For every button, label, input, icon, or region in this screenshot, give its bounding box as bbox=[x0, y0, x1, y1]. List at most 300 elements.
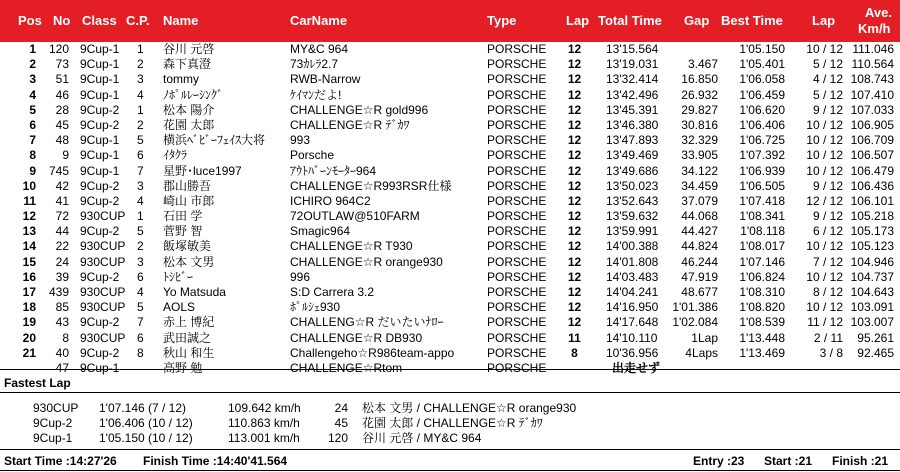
cell-cp: 8 bbox=[137, 345, 144, 360]
cell-total: 14'01.808 bbox=[606, 254, 659, 269]
cell-lap: 12 bbox=[567, 193, 582, 208]
cell-type: PORSCHE bbox=[487, 102, 547, 117]
cell-pos: 8 bbox=[29, 148, 36, 163]
cell-no: 9 bbox=[62, 148, 69, 163]
cell-total: 14'00.388 bbox=[606, 239, 659, 254]
col-name: Name bbox=[163, 13, 199, 28]
cell-name: 森下真澄 bbox=[163, 57, 212, 72]
cell-ave: 106.507 bbox=[850, 148, 894, 163]
cell-cp: 3 bbox=[137, 254, 144, 269]
cell-cp: 3 bbox=[137, 178, 144, 193]
cell-type: PORSCHE bbox=[487, 57, 547, 72]
cell-lap: 12 bbox=[567, 163, 582, 178]
cell-lap: 12 bbox=[567, 239, 582, 254]
cell-blap: 10 / 12 bbox=[806, 117, 843, 132]
col-ave: Ave. bbox=[865, 5, 892, 20]
cell-name: 高野 勉 bbox=[163, 360, 203, 375]
col-class: Class bbox=[82, 13, 117, 28]
cell-cls: 9Cup-1 bbox=[80, 87, 120, 102]
cell-ave: 105.173 bbox=[850, 224, 894, 239]
fastest-cell-speed: 110.863 km/h bbox=[228, 416, 300, 430]
cell-no: 51 bbox=[55, 72, 69, 87]
cell-cls: 930CUP bbox=[80, 209, 126, 224]
cell-blap: 10 / 12 bbox=[806, 133, 843, 148]
col-total-time: Total Time bbox=[598, 13, 662, 28]
cell-car: CHALLENGE☆R ﾃﾞｶﾜ bbox=[290, 117, 410, 132]
cell-cp: 6 bbox=[137, 269, 144, 284]
fastest-cell-cls: 9Cup-1 bbox=[33, 431, 73, 445]
fastest-cell-driver: 松本 文男 / CHALLENGE☆R orange930 bbox=[362, 401, 577, 415]
cell-cls: 9Cup-2 bbox=[80, 193, 120, 208]
cell-type: PORSCHE bbox=[487, 133, 547, 148]
col-pos: Pos bbox=[18, 13, 42, 28]
cell-type: PORSCHE bbox=[487, 163, 547, 178]
cell-gap: 44.427 bbox=[681, 224, 718, 239]
fastest-cell-no: 45 bbox=[334, 416, 348, 430]
cell-gap: 37.079 bbox=[681, 193, 718, 208]
cell-car: Smagic964 bbox=[290, 224, 351, 239]
col-type: Type bbox=[487, 13, 517, 28]
cell-cls: 9Cup-1 bbox=[80, 163, 120, 178]
cell-pos: 17 bbox=[22, 285, 36, 299]
table-row bbox=[0, 148, 900, 163]
cell-no: 28 bbox=[55, 102, 69, 117]
cell-total: 13'52.643 bbox=[606, 193, 659, 208]
cell-best: 1'06.939 bbox=[739, 163, 785, 178]
cell-cp: 5 bbox=[137, 224, 144, 239]
col-kmh: Km/h bbox=[858, 21, 891, 36]
cell-lap: 12 bbox=[567, 315, 582, 330]
cell-no: 439 bbox=[48, 285, 69, 299]
table-row bbox=[0, 42, 900, 57]
cell-best: 1'08.341 bbox=[739, 209, 785, 224]
cell-total: 14'03.483 bbox=[606, 269, 659, 284]
start-time: Start Time :14:27'26 bbox=[4, 454, 117, 468]
cell-lap: 11 bbox=[568, 330, 581, 345]
cell-cls: 9Cup-1 bbox=[80, 42, 120, 56]
cell-no: 42 bbox=[55, 178, 69, 193]
table-row bbox=[0, 194, 900, 209]
cell-no: 120 bbox=[48, 42, 69, 56]
table-row bbox=[0, 103, 900, 118]
cell-name: 菅野 智 bbox=[163, 224, 203, 239]
divider bbox=[0, 369, 900, 370]
cell-pos: 14 bbox=[22, 239, 36, 254]
cell-ave: 104.643 bbox=[850, 285, 894, 299]
cell-no: 24 bbox=[55, 254, 69, 269]
cell-gap: 26.932 bbox=[681, 87, 718, 102]
cell-name: ﾉﾎﾟﾙﾚｰｼﾝｸﾞ bbox=[163, 87, 224, 102]
cell-ave: 106.905 bbox=[850, 117, 894, 132]
cell-car: ｹｲﾏﾝだよ! bbox=[290, 87, 342, 102]
cell-type: PORSCHE bbox=[487, 72, 547, 87]
col-best-time: Best Time bbox=[721, 13, 783, 28]
cell-gap: 44.824 bbox=[681, 239, 718, 254]
cell-cls: 9Cup-2 bbox=[80, 315, 120, 330]
cell-cls: 9Cup-1 bbox=[80, 148, 120, 163]
cell-lap: 12 bbox=[567, 254, 582, 269]
col-gap: Gap bbox=[684, 13, 710, 28]
cell-type: PORSCHE bbox=[487, 269, 547, 284]
cell-best: 1'08.820 bbox=[739, 300, 785, 315]
cell-best: 1'07.392 bbox=[739, 148, 785, 163]
cell-name: 飯塚敏美 bbox=[163, 239, 212, 254]
table-row bbox=[0, 133, 900, 148]
cell-cp: 5 bbox=[137, 133, 144, 148]
cell-cls: 930CUP bbox=[80, 285, 126, 299]
cell-car: MY&C 964 bbox=[290, 42, 349, 56]
table-row bbox=[0, 239, 900, 254]
cell-best: 1'07.146 bbox=[739, 254, 785, 269]
cell-total: 13'59.632 bbox=[606, 209, 659, 224]
cell-blap: 9 / 12 bbox=[812, 209, 843, 224]
table-row bbox=[0, 164, 900, 179]
cell-type: PORSCHE bbox=[487, 360, 547, 375]
cell-blap: 5 / 12 bbox=[812, 57, 843, 72]
cell-pos: 9 bbox=[29, 163, 36, 178]
cell-car: CHALLENGE☆R T930 bbox=[290, 239, 413, 254]
cell-cls: 9Cup-1 bbox=[80, 133, 120, 148]
cell-car: 996 bbox=[290, 269, 311, 284]
cell-ave: 106.709 bbox=[850, 133, 894, 148]
cell-total: 13'15.564 bbox=[606, 42, 659, 56]
cell-car: CHALLENGE☆R993RSR仕様 bbox=[290, 178, 452, 193]
cell-blap: 10 / 12 bbox=[806, 300, 843, 315]
cell-no: 72 bbox=[55, 209, 69, 224]
cell-type: PORSCHE bbox=[487, 300, 547, 315]
cell-gap: 34.459 bbox=[681, 178, 718, 193]
cell-lap: 12 bbox=[567, 285, 582, 299]
cell-total: 14'10.110 bbox=[606, 330, 658, 345]
cell-best: 1'05.401 bbox=[739, 57, 785, 72]
entry-count: Entry :23 bbox=[693, 454, 745, 468]
cell-blap: 9 / 12 bbox=[812, 178, 843, 193]
cell-best: 1'06.505 bbox=[739, 178, 785, 193]
cell-cp: 7 bbox=[137, 315, 144, 330]
cell-type: PORSCHE bbox=[487, 224, 547, 239]
cell-gap: 46.244 bbox=[681, 254, 718, 269]
table-row bbox=[0, 57, 900, 72]
table-row bbox=[0, 118, 900, 133]
cell-cls: 930CUP bbox=[80, 330, 126, 345]
cell-cls: 9Cup-2 bbox=[80, 345, 120, 360]
cell-blap: 10 / 12 bbox=[806, 42, 843, 56]
col-carname: CarName bbox=[290, 13, 348, 28]
cell-name: 崎山 市郎 bbox=[163, 193, 215, 208]
cell-type: PORSCHE bbox=[487, 330, 547, 345]
cell-total: 13'59.991 bbox=[606, 224, 659, 239]
divider bbox=[0, 449, 900, 450]
cell-lap: 12 bbox=[567, 148, 582, 163]
cell-pos: 18 bbox=[22, 300, 36, 315]
cell-pos: 7 bbox=[29, 133, 36, 148]
fastest-cell-time: 1'06.406 (10 / 12) bbox=[99, 416, 193, 430]
cell-no: 47 bbox=[55, 360, 69, 375]
table-row bbox=[0, 224, 900, 239]
cell-pos: 4 bbox=[29, 87, 36, 102]
cell-no: 41 bbox=[55, 193, 69, 208]
col-lap: Lap bbox=[566, 13, 590, 28]
cell-car: CHALLENGE☆R DB930 bbox=[290, 330, 423, 345]
cell-blap: 9 / 12 bbox=[812, 102, 843, 117]
cell-blap: 10 / 12 bbox=[806, 239, 843, 254]
cell-best: 1'05.150 bbox=[739, 42, 785, 56]
cell-name: 郡山勝吾 bbox=[163, 178, 212, 193]
cell-blap: 12 / 12 bbox=[806, 193, 843, 208]
cell-cp: 1 bbox=[137, 42, 144, 56]
cell-name: 谷川 元啓 bbox=[163, 42, 215, 56]
fastest-cell-driver: 花園 太郎 / CHALLENGE☆R ﾃﾞｶﾜ bbox=[362, 416, 543, 430]
fastest-lap-row bbox=[0, 401, 900, 416]
cell-no: 46 bbox=[55, 87, 69, 102]
cell-cls: 9Cup-1 bbox=[80, 57, 120, 72]
cell-cp: 4 bbox=[137, 193, 144, 208]
cell-cp: 2 bbox=[137, 239, 144, 254]
cell-gap: 47.919 bbox=[681, 269, 718, 284]
cell-pos: 20 bbox=[22, 330, 36, 345]
cell-ave: 95.261 bbox=[857, 330, 894, 345]
cell-name: ｲﾀｸﾗ bbox=[163, 148, 188, 163]
fastest-lap-row bbox=[0, 416, 900, 431]
cell-total: 13'49.686 bbox=[606, 163, 659, 178]
cell-best: 1'08.310 bbox=[739, 285, 785, 299]
cell-lap: 12 bbox=[567, 42, 582, 56]
cell-gap: 34.122 bbox=[681, 163, 718, 178]
table-row bbox=[0, 270, 900, 285]
cell-ave: 110.564 bbox=[851, 57, 894, 72]
cell-best: 1'08.118 bbox=[740, 224, 785, 239]
cell-pos: 6 bbox=[29, 117, 36, 132]
cell-no: 22 bbox=[55, 239, 69, 254]
fastest-lap-title: Fastest Lap bbox=[4, 376, 71, 390]
cell-lap: 12 bbox=[567, 209, 582, 224]
cell-cp: 3 bbox=[137, 72, 144, 87]
cell-name: Yo Matsuda bbox=[163, 285, 226, 299]
cell-total: 13'45.391 bbox=[606, 102, 659, 117]
cell-lap: 12 bbox=[567, 133, 582, 148]
col-best-lap: Lap bbox=[812, 13, 836, 28]
cell-name: 横浜ﾍﾞﾋﾞｰﾌｪｲｽ大将 bbox=[163, 133, 266, 148]
cell-blap: 10 / 12 bbox=[806, 148, 843, 163]
cell-ave: 105.123 bbox=[850, 239, 894, 254]
cell-cls: 9Cup-2 bbox=[80, 224, 120, 239]
cell-ave: 104.946 bbox=[850, 254, 894, 269]
cell-type: PORSCHE bbox=[487, 315, 547, 330]
cell-car: Challengeho☆R986team-appo bbox=[290, 345, 455, 360]
cell-best: 1'06.406 bbox=[739, 117, 785, 132]
cell-cls: 9Cup-2 bbox=[80, 178, 120, 193]
cell-car: CHALLENGE☆Rtom bbox=[290, 360, 403, 375]
cell-car: CHALLENGE☆R gold996 bbox=[290, 102, 429, 117]
cell-pos: 10 bbox=[22, 178, 36, 193]
cell-cls: 9Cup-1 bbox=[80, 72, 120, 87]
cell-best: 1'06.620 bbox=[739, 102, 785, 117]
finish-time: Finish Time :14:40'41.564 bbox=[143, 454, 288, 468]
cell-pos: 15 bbox=[22, 254, 36, 269]
cell-best: 1'06.459 bbox=[739, 87, 785, 102]
cell-name: 秋山 和生 bbox=[163, 345, 215, 360]
divider bbox=[0, 470, 900, 471]
cell-no: 40 bbox=[55, 345, 69, 360]
table-row bbox=[0, 72, 900, 87]
cell-cp: 2 bbox=[137, 117, 144, 132]
cell-car: ｱｳﾄﾊﾞｰﾝﾓｰﾀｰ964 bbox=[290, 163, 377, 178]
cell-lap: 12 bbox=[567, 102, 582, 117]
table-row bbox=[0, 331, 900, 346]
table-row bbox=[0, 88, 900, 103]
cell-pos: 12 bbox=[22, 209, 36, 224]
cell-gap: 4Laps bbox=[685, 345, 718, 360]
fastest-cell-cls: 930CUP bbox=[33, 401, 79, 415]
table-row bbox=[0, 285, 900, 300]
fastest-cell-speed: 109.642 km/h bbox=[228, 401, 301, 415]
cell-gap: 48.677 bbox=[681, 285, 718, 299]
cell-ave: 107.410 bbox=[850, 87, 894, 102]
cell-ave: 106.436 bbox=[850, 178, 894, 193]
cell-best: 1'07.418 bbox=[739, 193, 785, 208]
cell-car: 72OUTLAW@510FARM bbox=[290, 209, 420, 224]
cell-car: CHALLENG☆R だいたいﾅﾛｰ bbox=[290, 315, 444, 330]
cell-lap: 12 bbox=[567, 178, 582, 193]
cell-name: ﾄｼﾋﾞｰ bbox=[163, 269, 194, 284]
cell-pos: 1 bbox=[29, 42, 36, 56]
cell-type: PORSCHE bbox=[487, 254, 547, 269]
cell-ave: 106.479 bbox=[850, 163, 894, 178]
cell-name: 花園 太郎 bbox=[163, 117, 215, 132]
cell-best: 1'06.725 bbox=[739, 133, 785, 148]
cell-no: 44 bbox=[55, 224, 69, 239]
fastest-cell-time: 1'05.150 (10 / 12) bbox=[99, 431, 193, 445]
cell-ave: 108.743 bbox=[850, 72, 894, 87]
cell-no: 45 bbox=[55, 117, 69, 132]
fastest-lap-row bbox=[0, 431, 900, 446]
cell-car: ﾎﾟﾙｼｪ930 bbox=[290, 300, 341, 315]
cell-pos: 5 bbox=[29, 102, 36, 117]
cell-total: 13'32.414 bbox=[606, 72, 659, 87]
cell-lap: 12 bbox=[567, 57, 582, 72]
cell-name: AOLS bbox=[163, 300, 196, 315]
cell-lap: 12 bbox=[567, 87, 582, 102]
cell-lap: 12 bbox=[567, 224, 582, 239]
cell-ave: 106.101 bbox=[850, 193, 894, 208]
start-count: Start :21 bbox=[764, 454, 813, 468]
cell-gap: 1'02.084 bbox=[672, 315, 718, 330]
cell-best: 1'06.824 bbox=[739, 269, 785, 284]
cell-lap: 12 bbox=[567, 72, 582, 87]
fastest-cell-time: 1'07.146 (7 / 12) bbox=[99, 401, 187, 415]
cell-name: 松本 文男 bbox=[163, 254, 215, 269]
cell-total: 13'42.496 bbox=[606, 87, 659, 102]
cell-type: PORSCHE bbox=[487, 345, 547, 360]
cell-best: 1'13.469 bbox=[739, 345, 785, 360]
finish-count: Finish :21 bbox=[832, 454, 889, 468]
cell-cls: 9Cup-2 bbox=[80, 269, 120, 284]
cell-cp: 6 bbox=[137, 330, 144, 345]
cell-no: 73 bbox=[55, 57, 69, 72]
cell-total: 14'04.241 bbox=[606, 285, 659, 299]
cell-gap: 32.329 bbox=[681, 133, 718, 148]
table-row bbox=[0, 315, 900, 330]
cell-pos: 21 bbox=[22, 345, 36, 360]
cell-gap: 1'01.386 bbox=[672, 300, 718, 315]
cell-car: CHALLENGE☆R orange930 bbox=[290, 254, 443, 269]
cell-cp: 1 bbox=[137, 209, 144, 224]
cell-no: 85 bbox=[55, 300, 69, 315]
divider bbox=[0, 392, 900, 393]
cell-no: 8 bbox=[62, 330, 69, 345]
fastest-cell-speed: 113.001 km/h bbox=[228, 431, 300, 445]
cell-ave: 107.033 bbox=[850, 102, 894, 117]
cell-gap: 3.467 bbox=[687, 57, 718, 72]
cell-gap: 1Lap bbox=[691, 330, 718, 345]
cell-blap: 4 / 12 bbox=[812, 72, 843, 87]
cell-gap: 44.068 bbox=[681, 209, 718, 224]
cell-best: 1'08.539 bbox=[739, 315, 785, 330]
cell-pos: 13 bbox=[22, 224, 36, 239]
cell-blap: 7 / 12 bbox=[812, 254, 843, 269]
table-row bbox=[0, 300, 900, 315]
fastest-cell-driver: 谷川 元啓 / MY&C 964 bbox=[362, 431, 482, 445]
cell-cp: 6 bbox=[137, 148, 144, 163]
cell-best: 1'06.058 bbox=[739, 72, 785, 87]
cell-cls: 930CUP bbox=[80, 254, 126, 269]
cell-cp: 2 bbox=[137, 57, 144, 72]
col-no: No bbox=[53, 13, 71, 28]
cell-no: 745 bbox=[48, 163, 69, 178]
cell-cp: 4 bbox=[137, 87, 144, 102]
col-cp: C.P. bbox=[126, 13, 150, 28]
cell-type: PORSCHE bbox=[487, 87, 547, 102]
table-row bbox=[0, 346, 900, 361]
cell-name: 松本 陽介 bbox=[163, 102, 215, 117]
cell-lap: 8 bbox=[571, 345, 578, 360]
cell-total: 13'49.469 bbox=[606, 148, 659, 163]
cell-car: ICHIRO 964C2 bbox=[290, 193, 371, 208]
cell-type: PORSCHE bbox=[487, 209, 547, 224]
cell-type: PORSCHE bbox=[487, 42, 547, 56]
cell-pos: 11 bbox=[23, 193, 36, 208]
cell-cp: 1 bbox=[137, 102, 144, 117]
cell-name: 赤上 博紀 bbox=[163, 315, 215, 330]
fastest-cell-no: 120 bbox=[327, 431, 348, 445]
cell-type: PORSCHE bbox=[487, 178, 547, 193]
cell-gap: 29.827 bbox=[681, 102, 718, 117]
results-table-body bbox=[0, 42, 900, 376]
cell-car: S:D Carrera 3.2 bbox=[290, 285, 375, 299]
cell-lap: 12 bbox=[567, 269, 582, 284]
cell-gap: 30.816 bbox=[681, 117, 718, 132]
cell-blap: 2 / 11 bbox=[813, 330, 843, 345]
table-row bbox=[0, 209, 900, 224]
cell-total: 出走せず bbox=[612, 360, 661, 375]
cell-type: PORSCHE bbox=[487, 193, 547, 208]
cell-name: 星野･luce1997 bbox=[163, 163, 242, 178]
cell-lap: 12 bbox=[567, 117, 582, 132]
cell-type: PORSCHE bbox=[487, 239, 547, 254]
cell-blap: 10 / 12 bbox=[806, 163, 843, 178]
cell-car: 993 bbox=[290, 133, 311, 148]
cell-total: 13'47.893 bbox=[606, 133, 659, 148]
cell-type: PORSCHE bbox=[487, 285, 547, 299]
cell-total: 10'36.956 bbox=[606, 345, 659, 360]
cell-total: 14'17.648 bbox=[606, 315, 659, 330]
cell-blap: 11 / 12 bbox=[807, 315, 843, 330]
table-row bbox=[0, 255, 900, 270]
cell-ave: 104.737 bbox=[850, 269, 894, 284]
cell-pos: 19 bbox=[22, 315, 36, 330]
cell-cls: 9Cup-2 bbox=[80, 117, 120, 132]
cell-gap: 33.905 bbox=[681, 148, 718, 163]
